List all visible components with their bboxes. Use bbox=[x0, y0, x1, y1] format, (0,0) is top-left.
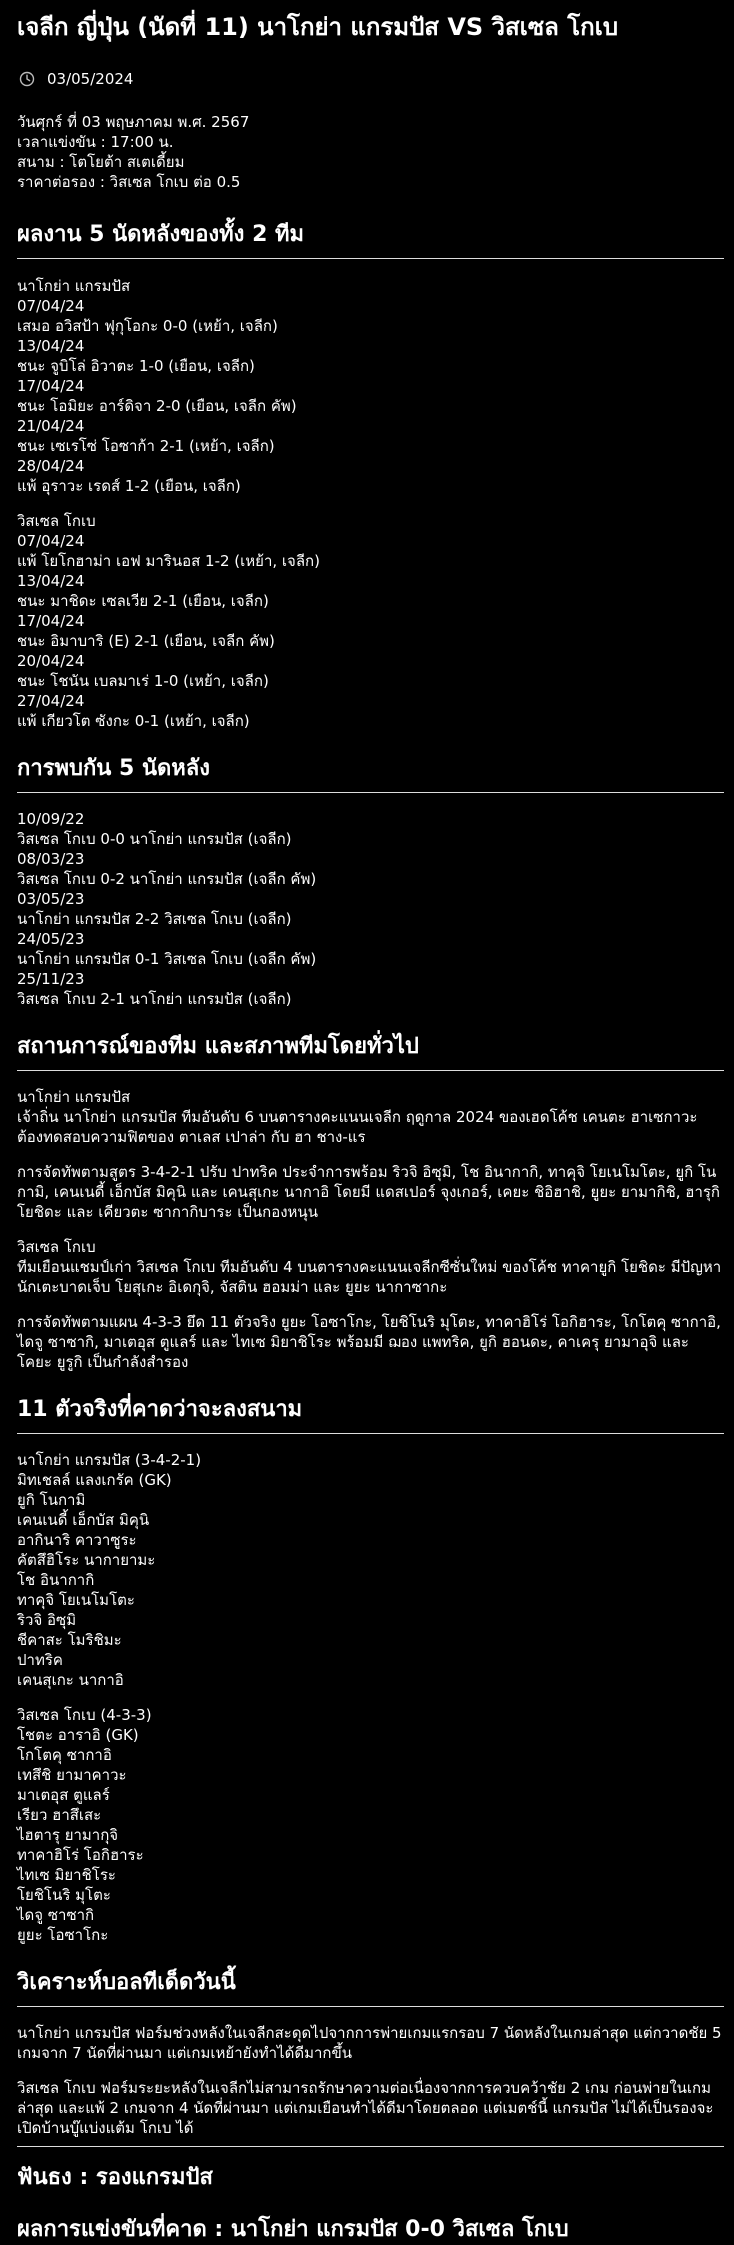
player-name: เคนเนดี้ เอ็กบัส มิคุนิ bbox=[17, 1511, 150, 1529]
lineups-heading-wrap bbox=[17, 1395, 724, 1434]
clock-icon bbox=[19, 71, 35, 87]
form-line: 07/04/24 bbox=[17, 297, 85, 315]
home-situation bbox=[17, 1087, 724, 1147]
player-name: อากินาริ คาวาซูระ bbox=[17, 1531, 137, 1549]
form-line: 17/04/24 bbox=[17, 612, 85, 630]
home-analysis-text: นาโกย่า แกรมปัส ฟอร์มช่วงหลังในเจลีกสะดุดไปจากการพ่ายเกมแรกรอบ 7 นัดหลังในเกมล่าสุด แต่กวาดชัย 5 เกมจาก 7 นัดที่ผ่านมา แต่เกมเหย้ายังทำได้ดีมากขึ้น bbox=[17, 2024, 722, 2062]
h2h-heading: การพบกัน 5 นัดหลัง bbox=[17, 756, 210, 781]
player-name: ไทเซ มิยาชิโระ bbox=[17, 1866, 116, 1884]
venue: สนาม : โตโยต้า สเตเดี้ยม bbox=[17, 153, 185, 171]
form-line: ชนะ อิมาบาริ (E) 2-1 (เยือน, เจลีก คัพ) bbox=[17, 632, 275, 650]
player-name: เทสึชิ ยามาคาวะ bbox=[17, 1766, 127, 1784]
home-situation-team: นาโกย่า แกรมปัส bbox=[17, 1088, 131, 1106]
player-name: เรียว ฮาสึเสะ bbox=[17, 1806, 102, 1824]
away-form bbox=[17, 511, 724, 731]
form-line: แพ้ โยโกฮาม่า เอฟ มารินอส 1-2 (เหย้า, เจลีก) bbox=[17, 552, 320, 570]
h2h-line: 24/05/23 bbox=[17, 930, 85, 948]
away-situation-text: ทีมเยือนแชมป์เก่า วิสเซล โกเบ ทีมอันดับ 4 บนตารางคะแนนเจลีกซีซั่นใหม่ ของโค้ช ทาคายูกิ โยชิดะ มีปัญหานักเตะบาดเจ็บ โยสุเกะ อิเดกุจิ, จัสติน ฮอมม่า และ ยูยะ นากาซากะ bbox=[17, 1258, 722, 1296]
away-lineup bbox=[17, 1705, 724, 1945]
home-lineup bbox=[17, 1450, 724, 1690]
handicap: ราคาต่อรอง : วิสเซล โกเบ ต่อ 0.5 bbox=[17, 173, 241, 191]
h2h-line: นาโกย่า แกรมปัส 2-2 วิสเซล โกเบ (เจลีก) bbox=[17, 910, 292, 928]
pick-heading: ฟันธง : รองแกรมปัส bbox=[17, 2165, 213, 2190]
situation-heading: สถานการณ์ของทีม และสภาพทีมโดยทั่วไป bbox=[17, 1034, 419, 1059]
away-lineup-title: วิสเซล โกเบ (4-3-3) bbox=[17, 1706, 152, 1724]
player-name: คัตสึฮิโระ นากายามะ bbox=[17, 1551, 156, 1569]
form-line: เสมอ อวิสป้า ฟุกุโอกะ 0-0 (เหย้า, เจลีก) bbox=[17, 317, 278, 335]
form-line: 13/04/24 bbox=[17, 572, 85, 590]
form-line: 27/04/24 bbox=[17, 692, 85, 710]
player-name: ทาคุจิ โยเนโมโตะ bbox=[17, 1591, 135, 1609]
form-heading-wrap bbox=[17, 220, 724, 259]
player-name: โกโตคุ ซากาอิ bbox=[17, 1746, 112, 1764]
prediction-heading: ผลการแข่งขันที่คาด : นาโกย่า แกรมปัส 0-0 วิสเซล โกเบ bbox=[17, 2217, 569, 2242]
form-line: แพ้ เกียวโต ซังกะ 0-1 (เหย้า, เจลีก) bbox=[17, 712, 250, 730]
away-situation-team: วิสเซล โกเบ bbox=[17, 1238, 96, 1256]
kickoff-time: เวลาแข่งขัน : 17:00 น. bbox=[17, 133, 174, 151]
lineups-heading: 11 ตัวจริงที่คาดว่าจะลงสนาม bbox=[17, 1397, 303, 1422]
h2h-line: 08/03/23 bbox=[17, 850, 85, 868]
h2h-line: 10/09/22 bbox=[17, 810, 85, 828]
player-name: ยูกิ โนกามิ bbox=[17, 1491, 86, 1509]
form-line: ชนะ โชนัน เบลมาเร่ 1-0 (เหย้า, เจลีก) bbox=[17, 672, 269, 690]
player-name: โชตะ อาราอิ (GK) bbox=[17, 1726, 139, 1744]
match-day: วันศุกร์ ที่ 03 พฤษภาคม พ.ศ. 2567 bbox=[17, 113, 250, 131]
publish-date-row bbox=[17, 64, 724, 94]
player-name: โยชิโนริ มุโตะ bbox=[17, 1886, 111, 1904]
player-name: เคนสุเกะ นากาอิ bbox=[17, 1671, 124, 1689]
form-line: 17/04/24 bbox=[17, 377, 85, 395]
home-form bbox=[17, 276, 724, 496]
h2h-line: วิสเซล โกเบ 0-2 นาโกย่า แกรมปัส (เจลีก คัพ) bbox=[17, 870, 317, 888]
player-name: มาเตอุส ตูแลร์ bbox=[17, 1786, 110, 1804]
h2h-heading-wrap bbox=[17, 754, 724, 793]
form-line: ชนะ เซเรโซ่ โอซาก้า 2-1 (เหย้า, เจลีก) bbox=[17, 437, 275, 455]
publish-date: 03/05/2024 bbox=[47, 70, 134, 88]
form-line: 21/04/24 bbox=[17, 417, 85, 435]
home-form-team: นาโกย่า แกรมปัส bbox=[17, 277, 131, 295]
home-situation-text: เจ้าถิ่น นาโกย่า แกรมปัส ทีมอันดับ 6 บนตารางคะแนนเจลีก ฤดูกาล 2024 ของเฮดโค้ช เคนตะ ฮาเซกาวะ ต้องทดสอบความฟิตของ ตาเลส เปาล่า กับ ฮา ชาง-แร bbox=[17, 1108, 698, 1146]
player-name: ปาทริค bbox=[17, 1651, 63, 1669]
h2h-line: วิสเซล โกเบ 2-1 นาโกย่า แกรมปัส (เจลีก) bbox=[17, 990, 292, 1008]
player-name: ริวจิ อิซุมิ bbox=[17, 1611, 77, 1629]
form-line: ชนะ โอมิยะ อาร์ดิจา 2-0 (เยือน, เจลีก คัพ) bbox=[17, 397, 297, 415]
player-name: ยูยะ โอซาโกะ bbox=[17, 1926, 109, 1944]
form-line: ชนะ มาชิดะ เซลเวีย 2-1 (เยือน, เจลีก) bbox=[17, 592, 269, 610]
analysis-heading: วิเคราะห์บอลทีเด็ดวันนี้ bbox=[17, 1970, 236, 1995]
situation-heading-wrap bbox=[17, 1032, 724, 1071]
form-line: 13/04/24 bbox=[17, 337, 85, 355]
form-line: แพ้ อุราวะ เรดส์ 1-2 (เยือน, เจลีก) bbox=[17, 477, 241, 495]
form-heading: ผลงาน 5 นัดหลังของทั้ง 2 ทีม bbox=[17, 222, 305, 247]
home-tactics-text: การจัดทัพตามสูตร 3-4-2-1 ปรับ ปาทริค ประจำการพร้อม ริวจิ อิซุมิ, โช อินากากิ, ทาคุจิ โยเนโมโตะ, ยูกิ โนกามิ, เคนเนดี้ เอ็กบัส มิคุนิ และ เคนสุเกะ นากาอิ โดยมี แดสเปอร์ จุงเกอร์, เคยะ ชิอิฮาชิ, ยูยะ ยามากิชิ, ฮารุกิ โยชิดะ และ เคียวตะ ซากากิบาระ เป็นกองหนุน bbox=[17, 1163, 721, 1221]
away-analysis-text: วิสเซล โกเบ ฟอร์มระยะหลังในเจลีกไม่สามารถรักษาความต่อเนื่องจากการควบคว้าชัย 2 เกม ก่อนพ่ายในเกมล่าสุด และแพ้ 2 เกมจาก 4 นัดที่ผ่านมา แต่เกมเยือนทำได้ดีมาโดยตลอด แต่เมตช์นี้ แกรมปัส ไม่ได้เป็นรองจะเปิดบ้านบู๊แบ่งแต้ม โกเบ ได้ bbox=[17, 2079, 714, 2137]
player-name: โช อินากากิ bbox=[17, 1571, 95, 1589]
h2h-list bbox=[17, 809, 724, 1009]
analysis-heading-wrap bbox=[17, 1968, 724, 2007]
h2h-line: 03/05/23 bbox=[17, 890, 85, 908]
form-line: 28/04/24 bbox=[17, 457, 85, 475]
player-name: มิทเชลล์ แลงเกรัค (GK) bbox=[17, 1471, 172, 1489]
away-form-team: วิสเซล โกเบ bbox=[17, 512, 96, 530]
form-line: ชนะ จูบิโล่ อิวาตะ 1-0 (เยือน, เจลีก) bbox=[17, 357, 255, 375]
player-name: ไดจู ซาซากิ bbox=[17, 1906, 95, 1924]
player-name: ไฮตารุ ยามากุจิ bbox=[17, 1826, 119, 1844]
match-info bbox=[17, 112, 724, 192]
h2h-line: วิสเซล โกเบ 0-0 นาโกย่า แกรมปัส (เจลีก) bbox=[17, 830, 292, 848]
player-name: ชีคาสะ โมริชิมะ bbox=[17, 1631, 122, 1649]
away-situation bbox=[17, 1237, 724, 1297]
player-name: ทาคาฮิโร่ โอกิฮาระ bbox=[17, 1846, 144, 1864]
away-tactics-text: การจัดทัพตามแผน 4-3-3 ยึด 11 ตัวจริง ยูยะ โอซาโกะ, โยชิโนริ มุโตะ, ทาคาฮิโร่ โอกิฮาระ, โกโตคุ ซากาอิ, ไดจู ซาซากิ, มาเตอุส ตูแลร์ และ ไทเซ มิยาชิโระ พร้อมมี ฌอง แพทริค, ยูกิ ฮอนดะ, คาเครุ ยามาอุจิ และ โคยะ ยูรูกิ เป็นกำลังสำรอง bbox=[17, 1313, 721, 1371]
form-line: 07/04/24 bbox=[17, 532, 85, 550]
page-title: เจลีก ญี่ปุ่น (นัดที่ 11) นาโกย่า แกรมปัส VS วิสเซล โกเบ bbox=[17, 13, 619, 41]
form-line: 20/04/24 bbox=[17, 652, 85, 670]
h2h-line: 25/11/23 bbox=[17, 970, 85, 988]
home-lineup-title: นาโกย่า แกรมปัส (3-4-2-1) bbox=[17, 1451, 202, 1469]
h2h-line: นาโกย่า แกรมปัส 0-1 วิสเซล โกเบ (เจลีก คัพ) bbox=[17, 950, 317, 968]
